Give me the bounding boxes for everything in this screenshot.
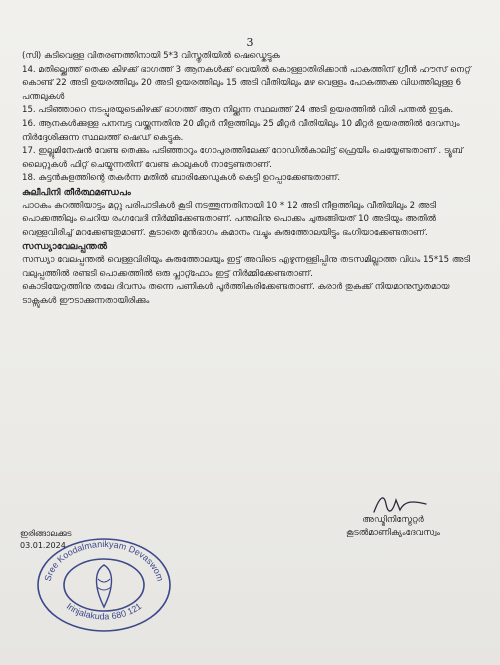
seal-top-text: Sree Koodalmanikyam Devaswom (42, 538, 166, 583)
official-seal (34, 535, 174, 635)
list-item: 17. ഇല്ലുമിനേഷൻ വേണ്ട തെക്കും പടിഞ്ഞാറും ഗോപുരത്തിലേക്ക് റോഡിൽകാലിട്ട് ഫ്രെയിം ചെയ്യേണ്ടതാണ് . ട്യൂബ് ലൈറ്റുകൾ ഫിറ്റ് ചെയ്യുന്നതിന് വേണ്ട കാലുകൾ നാട്ടേണ്ടതാണ്. (22, 146, 463, 170)
seal-bottom-text: Irinjalakuda 680 121 (64, 601, 144, 622)
section-heading: സന്ധ്യാവേലപ്പന്തൽ (22, 241, 108, 253)
section-heading: കുലീപിനി തീർത്ഥമണ്ഡപം (22, 186, 131, 198)
section-paragraph: പാഠകം കുറത്തിയാട്ടം മറ്റു പരിപാടികൾ കൂടി നടത്തുന്നതിനായി 10 * 12 അടി നീളത്തിലും വീതിയിലും 2 അടി പൊക്കത്തിലും ചെറിയ രംഗവേദി നിർമ്മിക്കേണ്ടതാണ്. പന്തലിനു പൊക്കം ചുരുങ്ങിയത് 10 അടിയും അതിൽ വെള്ളവിരിച്ച് മറക്കേണ്ടതുമാണ്. കൂടാതെ മുൻഭാഗം കമാനം വച്ചും കുരുത്തോലയിട്ടും ഭംഗിയാക്കേണ്ടതാണ്. (22, 200, 437, 238)
list-item: 16. ആനകൾക്കുള്ള പനമ്പട്ട വയ്ക്കുന്നതിനു 20 മീറ്റർ നീളത്തിലും 25 മീറ്റർ വീതിയിലും 10 മീറ്റർ ഉയരത്തിൽ ദേവസ്വം നിർദ്ദേശിക്കുന്ന സ്ഥലത്ത് ഷെഡ് കെട്ടുക. (22, 118, 460, 143)
page-number: 3 (246, 36, 254, 49)
intro-line: (സി) കുടിവെള്ള വിതരണത്തിനായി 5*3 വിസ്തൃതിയിൽ ഷെഡ്കെട്ടുക (22, 51, 280, 61)
closing-paragraph: കൊടിയേറ്റത്തിനു തലേ ദിവസം തന്നെ പണികൾ പൂർത്തികരിക്കേണ്ടതാണ്. കരാർ തുകക്ക് നിയമാനുസൃതമായ ടാക്സുകൾ ഈടാക്കുന്നതായിരിക്കും (22, 282, 450, 306)
list-item: 15. പടിഞ്ഞാറെ നടപ്പുരയുടെകിഴക്ക് ഭാഗത്ത് ആന നില്ക്കുന്ന സ്ഥലത്ത് 24 അടി ഉയരത്തിൽ വിരി പന്തൽ ഇടുക. (22, 105, 454, 116)
date: 03.01.2024 (20, 541, 66, 550)
place: ഇരിങ്ങാലക്കുട (20, 529, 72, 538)
list-item: 18. കുട്ടൻകുളത്തിന്റെ തകർന്ന മതിൽ ബാരിക്കേഡുകൾ കെട്ടി ഉറപ്പാക്കേണ്ടതാണ്. (22, 173, 341, 184)
document-body (22, 50, 480, 308)
office-name: കൂടൽമാണിക്യംദേവസ്വം (346, 528, 440, 538)
designation: അഡ്മിനിസ്ട്രേറ്റർ (362, 515, 424, 525)
signature-block (346, 514, 440, 540)
list-item: 14. മതില്ക്കെത്ത് തെക്ക കിഴക്ക് ഭാഗത്ത് 3 ആനകൾക്ക് വെയിൽ കൊള്ളാതിരിക്കാൻ പാകത്തിന് ഗ്രീൻ ഹൗസ് നെറ്റ് കൊണ്ട് 22 അടി ഉയരത്തിലും 20 അടി ഉയരത്തിലും 15 അടി വീതിയിലും മഴ വെള്ളം പോകത്തക്ക വിധത്തിലുള്ള 6 പന്തലുകൾ (22, 64, 471, 102)
section-paragraph: സന്ധ്യാ വേലപ്പന്തൽ വെള്ളവിരിയും കുരുത്തോലയും ഇട്ട് അവിടെ എഴുന്നള്ളിപ്പിനു തടസമില്ലാത്ത വിധം 15*15 അടി വലുപ്പത്തിൽ രണ്ടടി പൊക്കത്തിൽ ഒരു പ്ലാറ്റ്ഫോം ഇട്ട് നിർമ്മിക്കേണ്ടതാണ്. (22, 254, 471, 279)
